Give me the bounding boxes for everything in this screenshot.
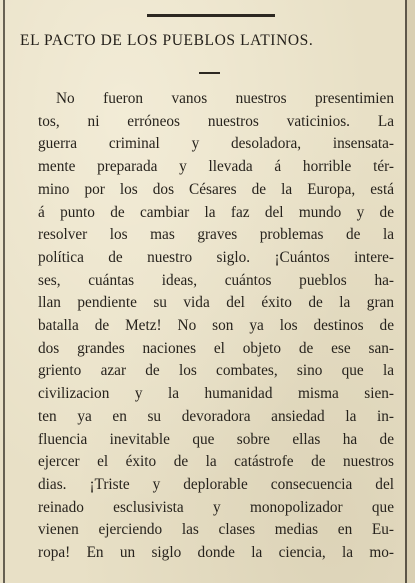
article-line: guerra criminal y desoladora, insensata- [38, 135, 394, 153]
article-line: batalla de Metz! No son ya los destinos de [38, 317, 394, 335]
article-line: mino por los dos Césares de la Europa, está [38, 180, 394, 198]
article-title: EL PACTO DE LOS PUEBLOS LATINOS. [20, 32, 314, 49]
article-line: política de nuestro siglo. ¡Cuántos intere- [38, 248, 394, 266]
article-line: tos, ni erróneos nuestros vaticinios. La [38, 112, 394, 130]
article-line: ejercer el éxito de la catástrofe de nuestros [38, 453, 394, 471]
article-line: vienen ejerciendo las clases medias en Eu- [38, 521, 394, 539]
article-line: griento azar de los combates, sino que la [38, 362, 394, 380]
article-line: ten ya en su devoradora ansiedad la in- [38, 407, 394, 425]
article-line: ropa! En un siglo donde la ciencia, la mo- [38, 544, 394, 562]
article-line: No fueron vanos nuestros presentimien [56, 90, 394, 107]
article-line: reinado esclusivista y monopolizador que [38, 498, 394, 516]
article-line: resolver los mas graves problemas de la [38, 226, 394, 244]
header-rule [147, 14, 275, 17]
left-column-rule [3, 0, 5, 583]
page-margin-strip [407, 0, 415, 583]
article-line: á punto de cambiar la faz del mundo y de [38, 203, 394, 221]
article-line: civilizacion y la humanidad misma sien- [38, 385, 394, 403]
article-line: ses, cuántas ideas, cuántos pueblos ha- [38, 271, 394, 289]
title-divider [199, 72, 220, 74]
article-line: mente preparada y llevada á horrible tér- [38, 158, 394, 176]
article-line: llan pendiente su vida del éxito de la gran [38, 294, 394, 312]
article-line: fluencia inevitable que sobre ellas ha de [38, 430, 394, 448]
article-line: dos grandes naciones el objeto de ese san- [38, 339, 394, 357]
article-body [38, 88, 394, 565]
article-line: dias. ¡Triste y deplorable consecuencia del [38, 475, 394, 493]
